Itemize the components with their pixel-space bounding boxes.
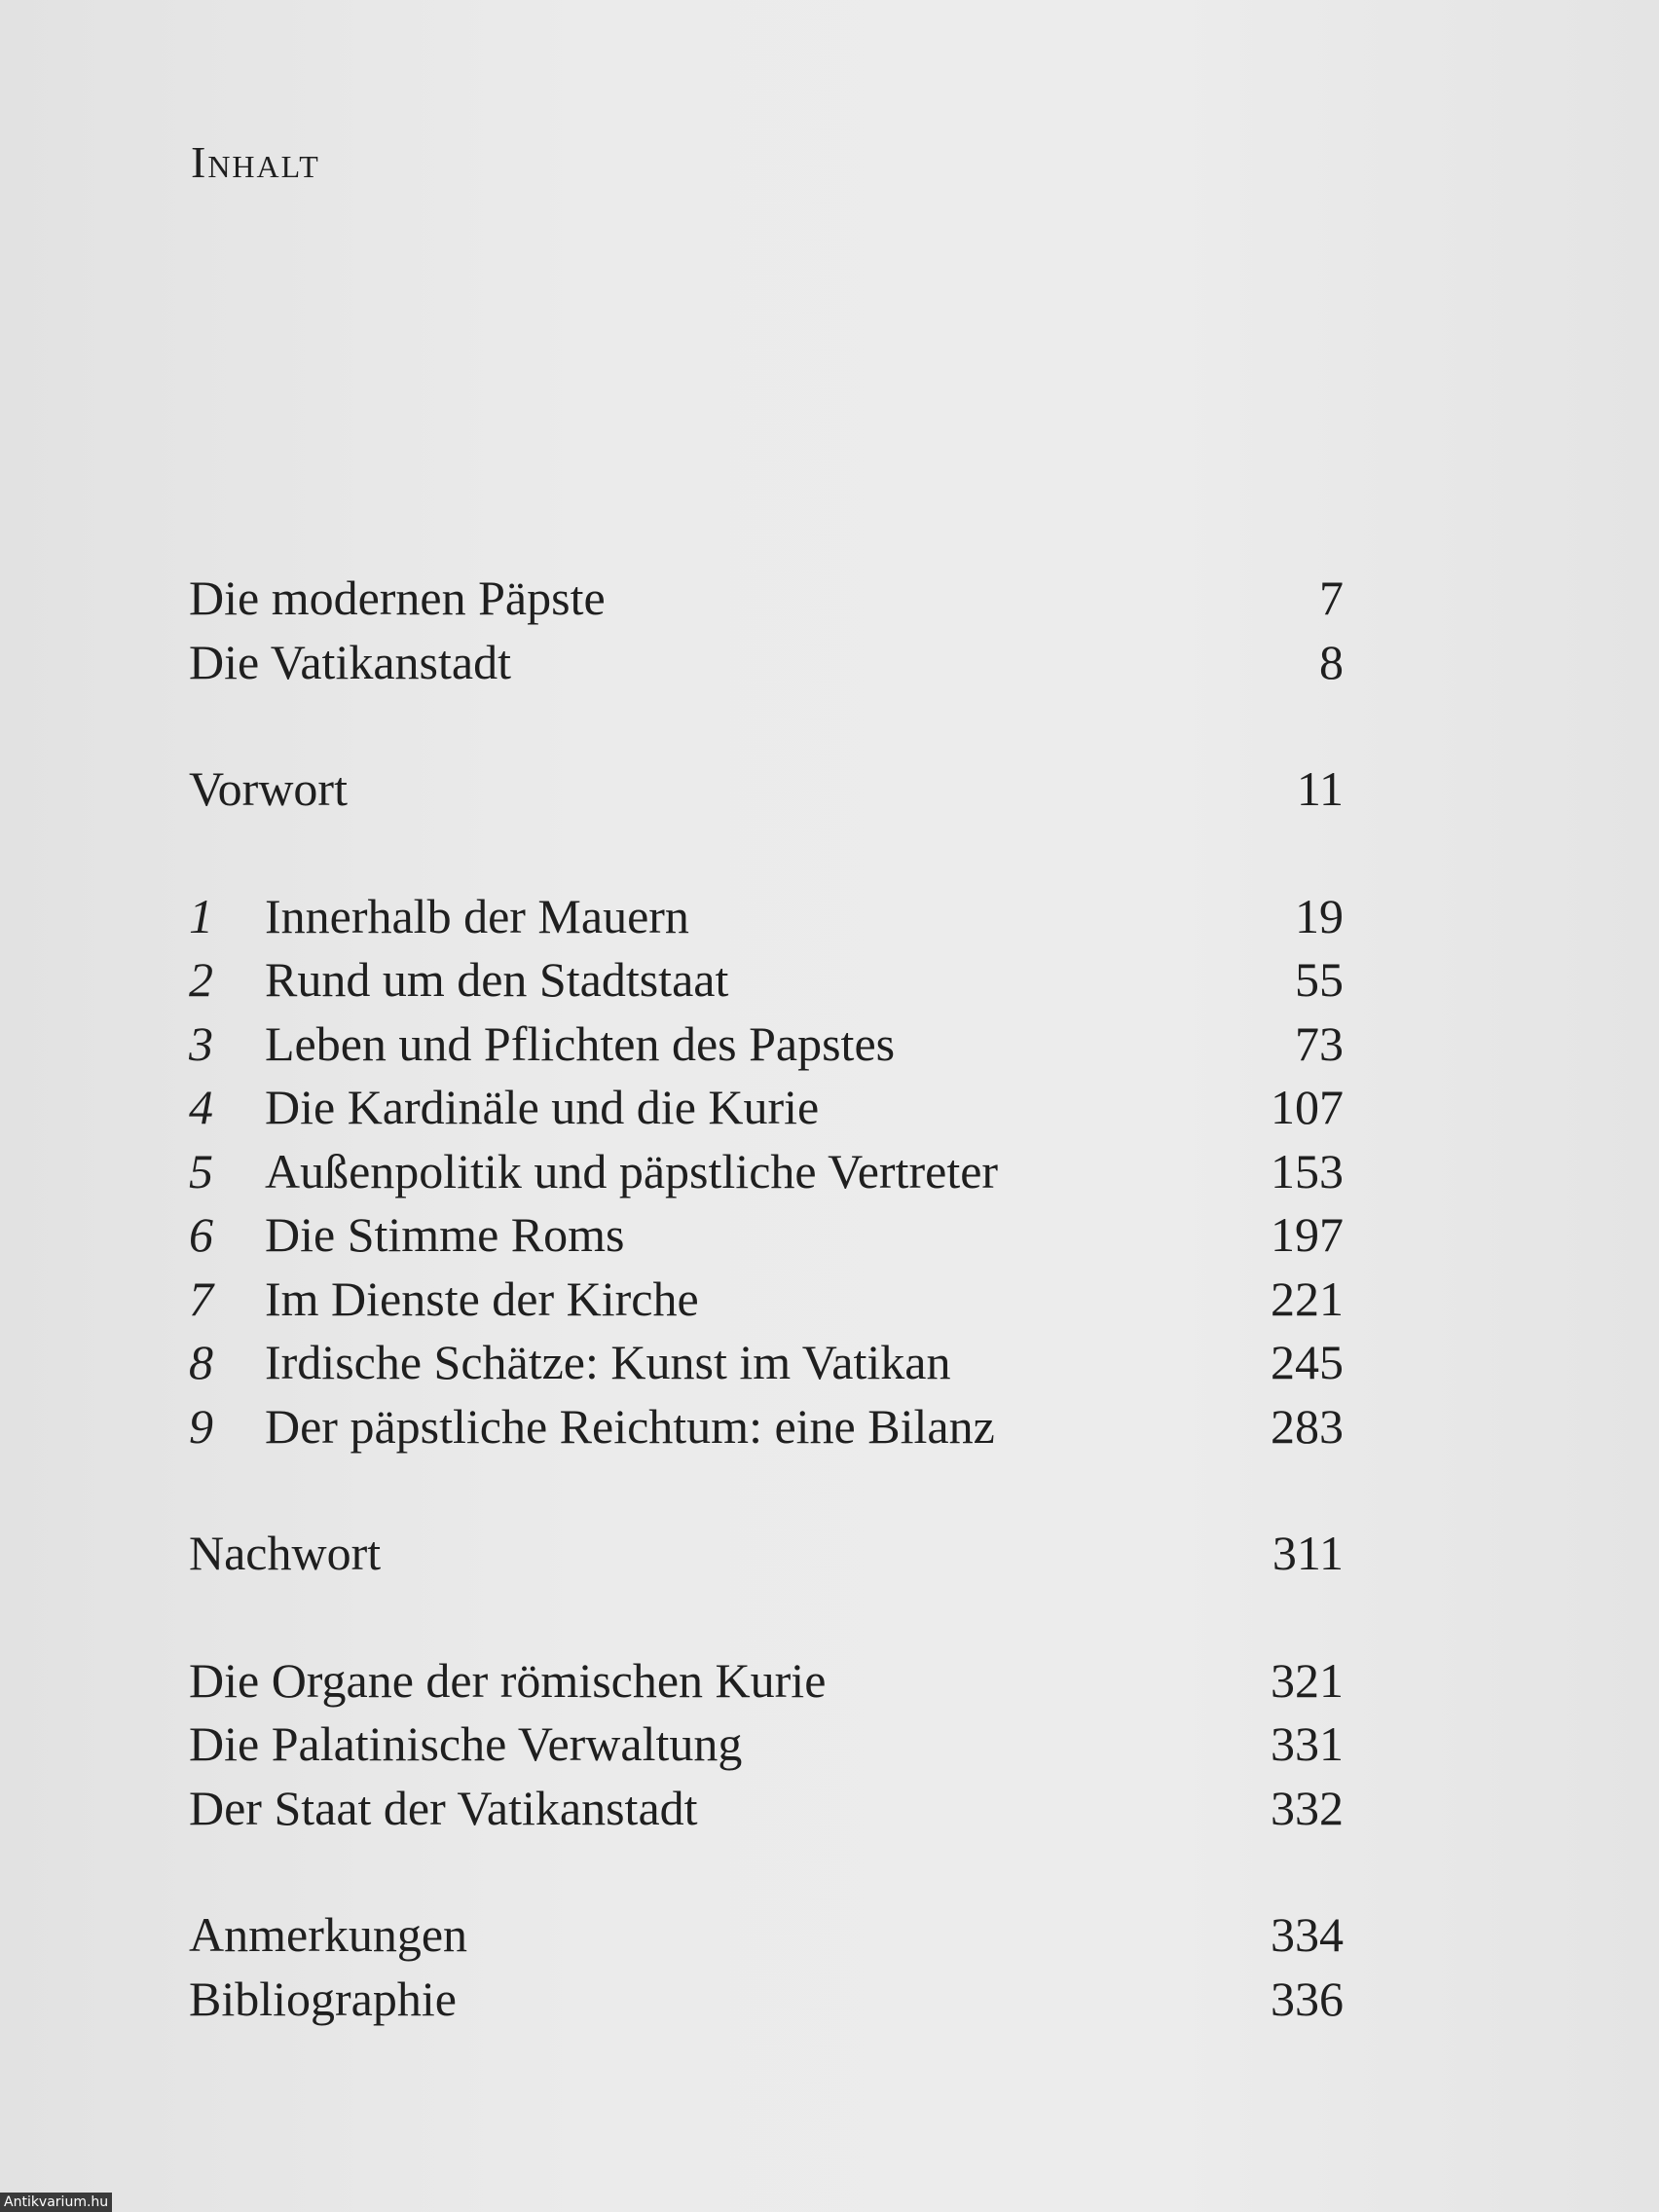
toc-entry-label: Die modernen Päpste — [189, 571, 606, 625]
chapter-title: Leben und Pflichten des Papstes — [265, 1015, 896, 1071]
chapter-title: Rund um den Stadtstaat — [265, 952, 729, 1007]
toc-entry — [189, 757, 1344, 822]
toc-group-front — [189, 567, 1344, 694]
toc-group-preface — [189, 757, 1344, 822]
chapter-entry — [189, 1140, 1344, 1204]
toc-group-afterword — [189, 1522, 1344, 1586]
chapter-entry — [189, 1395, 1344, 1459]
toc-entry — [189, 1649, 1344, 1714]
toc-entry-label: Die Organe der römischen Kurie — [189, 1652, 827, 1708]
chapter-page: 153 — [1271, 1143, 1344, 1198]
toc-group-chapters — [189, 885, 1344, 1459]
chapter-page: 197 — [1271, 1207, 1344, 1262]
toc-entry — [189, 1713, 1344, 1777]
toc-entry — [189, 1968, 1344, 2032]
chapter-title: Die Kardinäle und die Kurie — [265, 1080, 820, 1134]
toc-entry-label: Anmerkungen — [189, 1907, 468, 1962]
chapter-entry — [189, 1013, 1344, 1077]
chapter-title: Irdische Schätze: Kunst im Vatikan — [265, 1335, 951, 1389]
chapter-entry — [189, 885, 1344, 949]
chapter-entry — [189, 1331, 1344, 1395]
toc-entry-page: 7 — [1319, 571, 1344, 625]
chapter-page: 107 — [1271, 1080, 1344, 1134]
chapter-page: 283 — [1271, 1398, 1344, 1454]
toc-entry — [189, 631, 1344, 695]
watermark: Antikvarium.hu — [0, 2193, 112, 2212]
chapter-page: 19 — [1295, 888, 1344, 943]
toc-entry-page: 311 — [1272, 1526, 1344, 1580]
chapter-page: 73 — [1295, 1015, 1344, 1071]
chapter-number: 5 — [189, 1143, 213, 1198]
chapter-entry — [189, 1268, 1344, 1332]
chapter-page: 55 — [1295, 952, 1344, 1007]
chapter-number: 8 — [189, 1335, 213, 1389]
chapter-title: Im Dienste der Kirche — [265, 1271, 699, 1326]
toc-entry-page: 8 — [1319, 634, 1344, 689]
toc-entry — [189, 1903, 1344, 1968]
chapter-title: Der päpstliche Reichtum: eine Bilanz — [265, 1398, 995, 1454]
toc-group-back — [189, 1903, 1344, 2031]
toc-group-appendix — [189, 1649, 1344, 1841]
toc-entry — [189, 567, 1344, 631]
toc-entry-page: 331 — [1271, 1716, 1344, 1771]
toc-entry — [189, 1522, 1344, 1586]
toc-entry-label: Vorwort — [189, 761, 348, 816]
toc-entry-page: 11 — [1296, 761, 1344, 816]
chapter-page: 221 — [1271, 1271, 1344, 1326]
chapter-number: 9 — [189, 1398, 213, 1454]
chapter-number: 1 — [189, 888, 213, 943]
chapter-number: 3 — [189, 1015, 213, 1071]
table-of-contents — [189, 567, 1344, 2031]
chapter-entry — [189, 948, 1344, 1013]
chapter-number: 4 — [189, 1080, 213, 1134]
chapter-number: 2 — [189, 952, 213, 1007]
chapter-title: Innerhalb der Mauern — [265, 888, 689, 943]
toc-entry-page: 334 — [1271, 1907, 1344, 1962]
chapter-title: Außenpolitik und päpstliche Vertreter — [265, 1143, 999, 1198]
chapter-title: Die Stimme Roms — [265, 1207, 625, 1262]
toc-entry-label: Nachwort — [189, 1526, 382, 1580]
toc-entry-label: Bibliographie — [189, 1971, 457, 2026]
toc-entry-page: 336 — [1271, 1971, 1344, 2026]
toc-entry-label: Die Vatikanstadt — [189, 634, 511, 689]
chapter-number: 7 — [189, 1271, 213, 1326]
toc-entry-label: Die Palatinische Verwaltung — [189, 1716, 743, 1771]
toc-entry-page: 321 — [1271, 1652, 1344, 1708]
toc-entry-label: Der Staat der Vatikanstadt — [189, 1780, 698, 1835]
chapter-number: 6 — [189, 1207, 213, 1262]
chapter-page: 245 — [1271, 1335, 1344, 1389]
toc-entry — [189, 1777, 1344, 1841]
chapter-entry — [189, 1076, 1344, 1140]
page-heading: Inhalt — [191, 137, 320, 187]
toc-entry-page: 332 — [1271, 1780, 1344, 1835]
chapter-entry — [189, 1203, 1344, 1268]
